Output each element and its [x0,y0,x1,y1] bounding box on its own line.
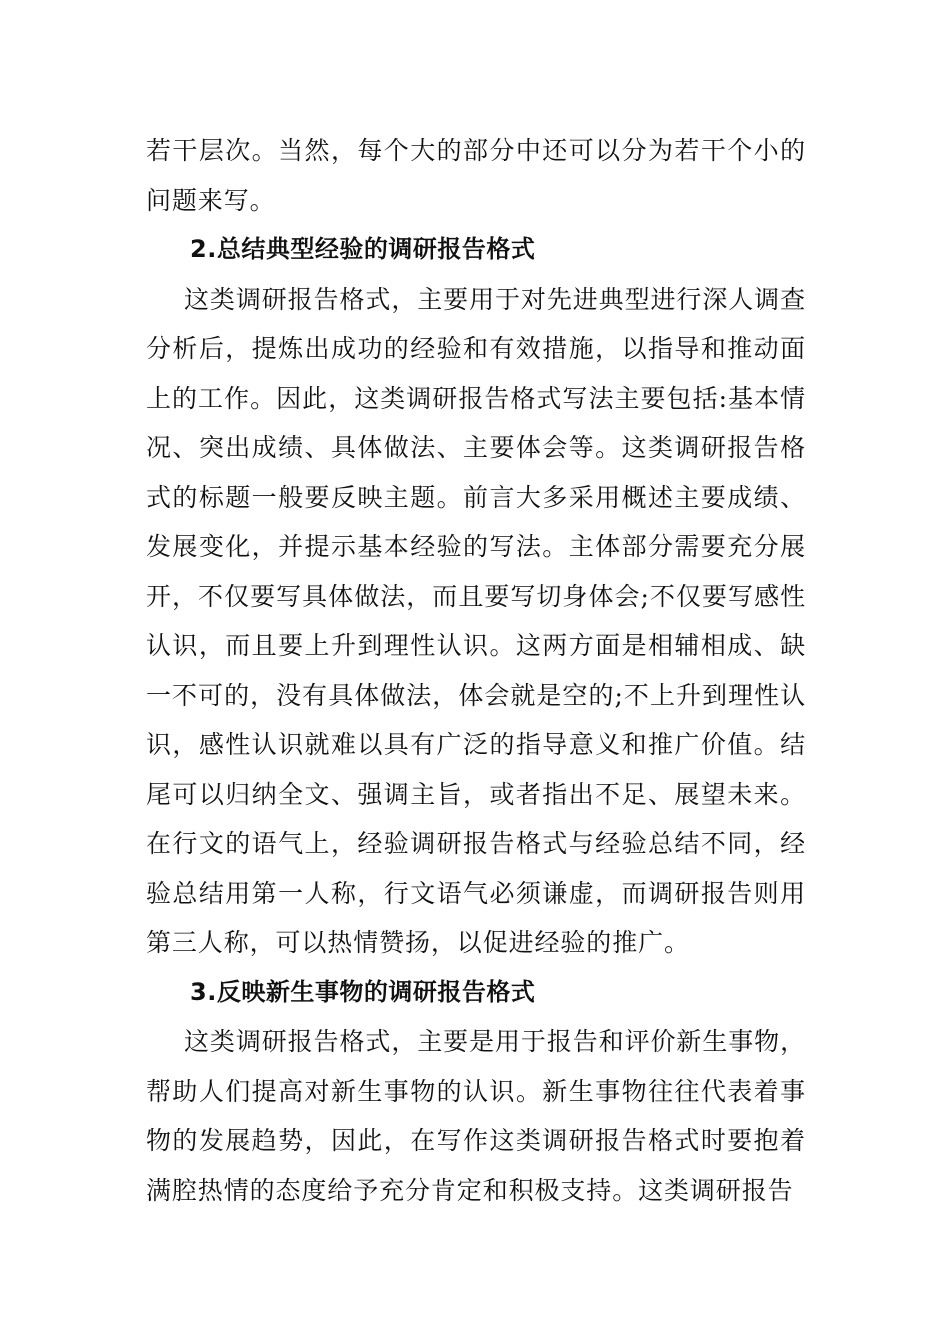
section-heading-2: 2.总结典型经验的调研报告格式 [190,235,536,263]
document-page [146,126,806,1215]
paragraph-typical-experience: 这类调研报告格式，主要用于对先进典型进行深人调查分析后，提炼出成功的经验和有效措施，以指导和推动面上的工作。因此，这类调研报告格式写法主要包括:基本情况、突出成绩、具体做法、主要体会等。这类调研报告格式的标题一般要反映主题。前言大多采用概述主要成绩、发展变化，并提示基本经验的写法。主体部分需要充分展开，不仅要写具体做法，而且要写切身体会;不仅要写感性认识，而且要上升到理性认识。这两方面是相辅相成、缺一不可的，没有具体做法，体会就是空的;不上升到理性认识，感性认识就难以具有广泛的指导意义和推广价值。结尾可以归纳全文、强调主旨，或者指出不足、展望未来。在行文的语气上，经验调研报告格式与经验总结不同，经验总结用第一人称，行文语气必须谦虚，而调研报告则用第三人称，可以热情赞扬，以促进经验的推广。 [146,284,806,957]
paragraph-continuation: 若干层次。当然，每个大的部分中还可以分为若干个小的问题来写。 [146,136,806,215]
paragraph-new-things: 这类调研报告格式，主要是用于报告和评价新生事物，帮助人们提高对新生事物的认识。新生事物往往代表着事物的发展趋势，因此，在写作这类调研报告格式时要抱着满腔热情的态度给予充分肯定和积极支持。这类调研报告 [146,1027,806,1205]
section-heading-3: 3.反映新生事物的调研报告格式 [190,977,536,1006]
